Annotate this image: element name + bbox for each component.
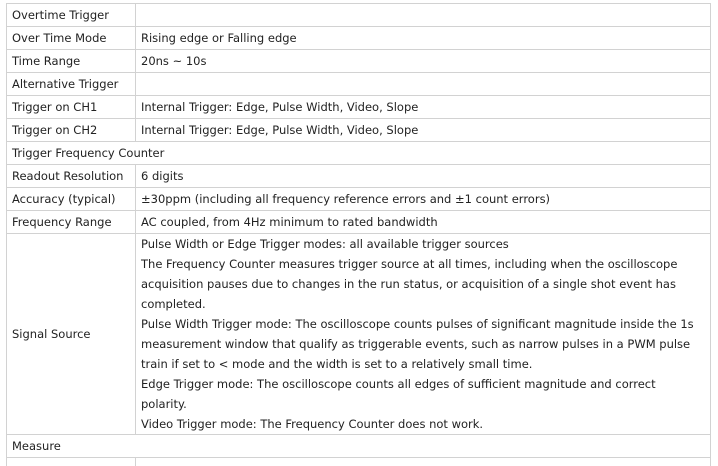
spec-label-readout-resolution: Readout Resolution bbox=[7, 165, 136, 188]
table-row bbox=[7, 27, 711, 50]
section-title-trigger-frequency-counter: Trigger Frequency Counter bbox=[7, 142, 711, 165]
signal-source-line: The Frequency Counter measures trigger source at all times, including when the oscilloscope acquisition pauses due to changes in the run status, or acquisition of a single shot event has completed. bbox=[141, 254, 705, 314]
table-row bbox=[7, 188, 711, 211]
table-row-partial bbox=[7, 458, 711, 466]
spec-label-frequency-range: Frequency Range bbox=[7, 211, 136, 234]
spec-value-trigger-ch1: Internal Trigger: Edge, Pulse Width, Video, Slope bbox=[136, 96, 711, 119]
table-row bbox=[7, 119, 711, 142]
partial-cell bbox=[136, 458, 711, 466]
section-row-alternative-trigger bbox=[7, 73, 711, 96]
spec-label-signal-source: Signal Source bbox=[7, 234, 136, 435]
spec-value-readout-resolution: 6 digits bbox=[136, 165, 711, 188]
spec-label-accuracy: Accuracy (typical) bbox=[7, 188, 136, 211]
signal-source-line: Edge Trigger mode: The oscilloscope counts all edges of sufficient magnitude and correct polarity. bbox=[141, 374, 705, 414]
spec-label-trigger-ch1: Trigger on CH1 bbox=[7, 96, 136, 119]
table-row bbox=[7, 234, 711, 435]
signal-source-line: Pulse Width Trigger mode: The oscilloscope counts pulses of significant magnitude inside the 1s measurement window that qualify as triggerable events, such as narrow pulses in a PWM pulse train if set to < mode and the width is set to a relatively small time. bbox=[141, 314, 705, 374]
table-row bbox=[7, 50, 711, 73]
signal-source-line: Video Trigger mode: The Frequency Counter does not work. bbox=[141, 414, 705, 434]
spec-value-signal-source bbox=[136, 234, 711, 435]
signal-source-line: Pulse Width or Edge Trigger modes: all available trigger sources bbox=[141, 234, 705, 254]
section-empty-cell bbox=[136, 4, 711, 27]
spec-value-accuracy: ±30ppm (including all frequency reference errors and ±1 count errors) bbox=[136, 188, 711, 211]
section-row-overtime-trigger bbox=[7, 4, 711, 27]
spec-value-time-range: 20ns ~ 10s bbox=[136, 50, 711, 73]
spec-table bbox=[6, 3, 711, 466]
section-empty-cell bbox=[136, 73, 711, 96]
partial-cell bbox=[7, 458, 136, 466]
spec-value-frequency-range: AC coupled, from 4Hz minimum to rated bandwidth bbox=[136, 211, 711, 234]
spec-label-trigger-ch2: Trigger on CH2 bbox=[7, 119, 136, 142]
section-title-alternative-trigger: Alternative Trigger bbox=[7, 73, 136, 96]
spec-value-over-time-mode: Rising edge or Falling edge bbox=[136, 27, 711, 50]
section-row-measure bbox=[7, 435, 711, 458]
spec-value-trigger-ch2: Internal Trigger: Edge, Pulse Width, Video, Slope bbox=[136, 119, 711, 142]
spec-label-over-time-mode: Over Time Mode bbox=[7, 27, 136, 50]
section-row-trigger-frequency-counter bbox=[7, 142, 711, 165]
spec-label-time-range: Time Range bbox=[7, 50, 136, 73]
table-row bbox=[7, 96, 711, 119]
table-row bbox=[7, 165, 711, 188]
section-title-measure: Measure bbox=[7, 435, 711, 458]
table-row bbox=[7, 211, 711, 234]
section-title-overtime-trigger: Overtime Trigger bbox=[7, 4, 136, 27]
